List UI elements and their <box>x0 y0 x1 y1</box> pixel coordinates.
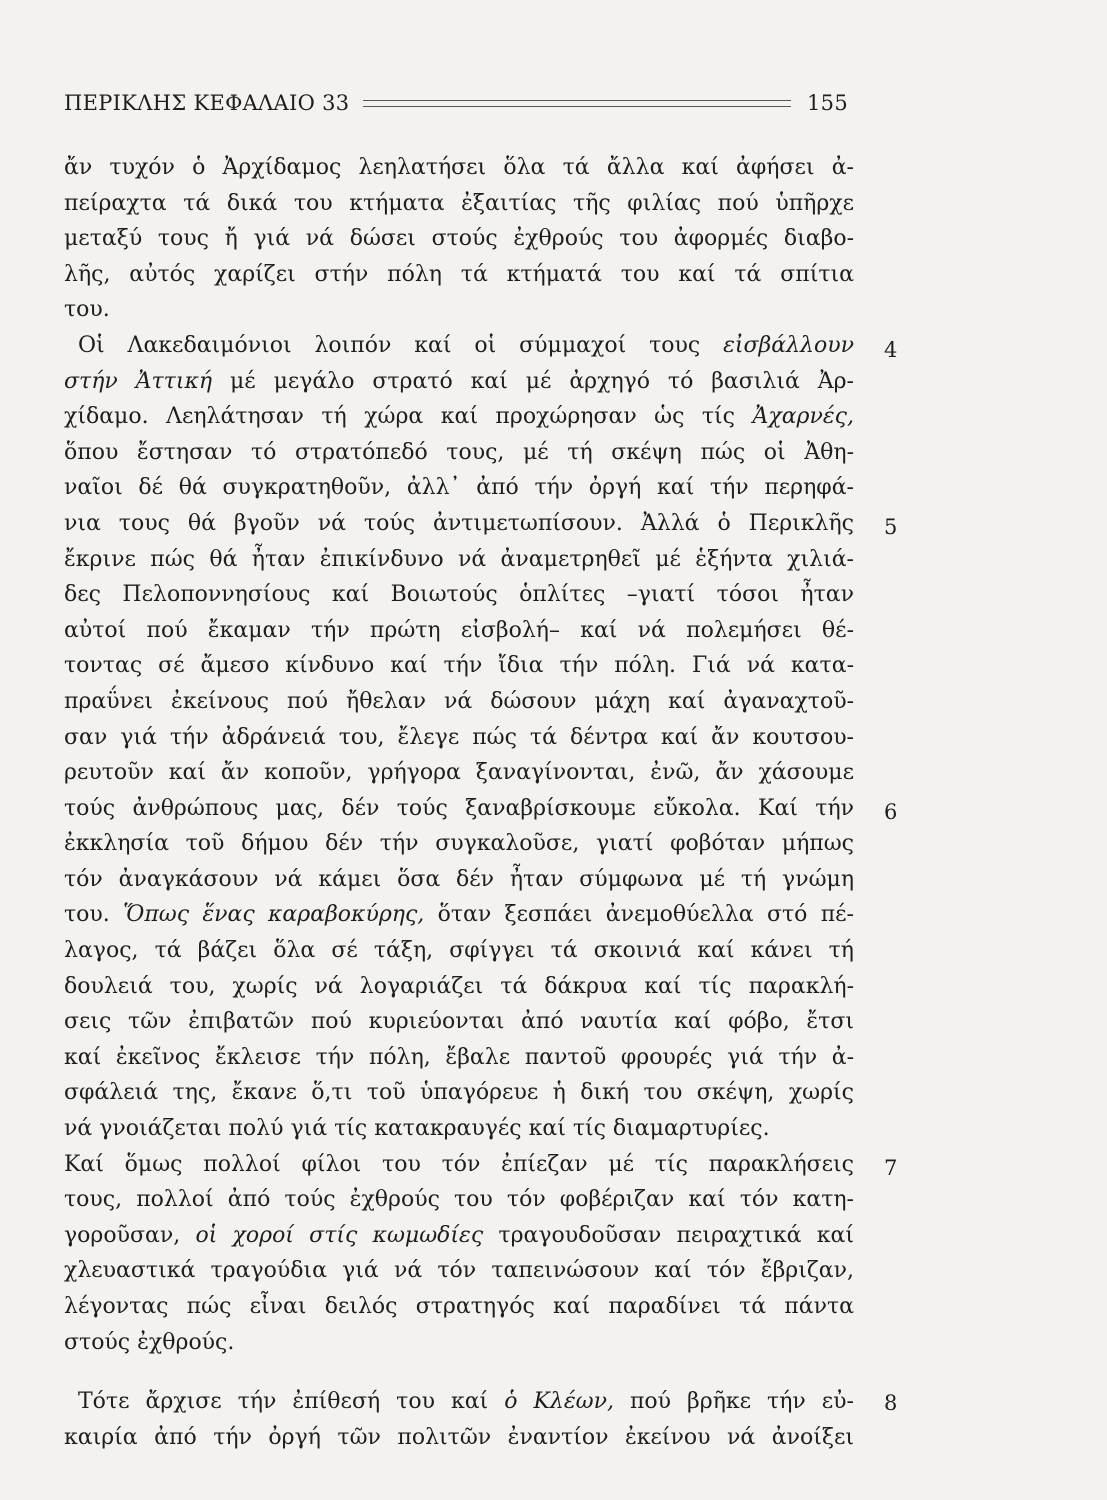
text-line: ὅπου ἔστησαν τό στρατόπεδό τους, μέ τή σκέψη πώς οἱ Ἀθη- <box>64 439 854 465</box>
text-line: ναῖοι δέ θά συγκρατηθοῦν, ἀλλ᾿ ἀπό τήν ὀργή καί τήν περηφά- <box>64 475 854 501</box>
text-line: τόν ἀναγκάσουν νά κάμει ὅσα δέν ἦταν σύμφωνα μέ τή γνώμη <box>64 866 854 892</box>
text-line: λέγοντας πώς εἶναι δειλός στρατηγός καί παραδίνει τά πάντα <box>64 1294 854 1319</box>
text-line: χίδαμο. Λεηλάτησαν τή χώρα καί προχώρησαν ὡς τίς Ἀχαρνές, <box>64 404 854 430</box>
text-line: Οἱ Λακεδαιμόνιοι λοιπόν καί οἱ σύμμαχοί τους εἰσβάλλουν <box>78 332 854 358</box>
running-header <box>64 88 848 118</box>
section-number: 8 <box>884 1391 898 1415</box>
text-line: σφάλειά της, ἔκανε ὅ,τι τοῦ ὑπαγόρευε ἡ δική του σκέψη, χωρίς <box>64 1080 854 1106</box>
text-line: χλευαστικά τραγούδια γιά νά τόν ταπεινώσουν καί τόν ἔβριζαν, <box>64 1258 854 1284</box>
text-line: του. <box>64 297 110 323</box>
text-line: λῆς, αὐτός χαρίζει στήν πόλη τά κτήματά του καί τά σπίτια <box>64 261 854 287</box>
section-number: 6 <box>884 800 898 824</box>
text-line: του. Ὅπως ἕνας καραβοκύρης, ὅταν ξεσπάει ἀνεμοθύελλα στό πέ- <box>64 902 854 928</box>
text-line: λαγος, τά βάζει ὅλα σέ τάξη, σφίγγει τά σκοινιά καί κάνει τή <box>64 938 854 964</box>
text-line: τους, πολλοί ἀπό τούς ἐχθρούς του τόν φοβέριζαν καί τόν κατη- <box>64 1187 854 1213</box>
text-line: σεις τῶν ἐπιβατῶν πού κυριεύονται ἀπό ναυτία καί φόβο, ἔτσι <box>64 1009 854 1035</box>
running-title: ΠΕΡΙΚΛΗΣ ΚΕΦΑΛΑΙΟ 33 <box>64 91 350 115</box>
text-line: μεταξύ τους ἤ γιά νά δώσει στούς ἐχθρούς του ἀφορμές διαβο- <box>64 226 854 252</box>
text-line: τούς ἀνθρώπους μας, δέν τούς ξαναβρίσκουμε εὔκολα. Καί τήν <box>64 795 854 821</box>
text-line: νά γνοιάζεται πολύ γιά τίς κατακραυγές καί τίς διαμαρτυρίες. <box>64 1116 770 1142</box>
text-line: τοντας σέ ἄμεσο κίνδυνο καί τήν ἴδια τήν πόλη. Γιά νά κατα- <box>64 653 854 679</box>
text-line: Τότε ἄρχισε τήν ἐπίθεσή του καί ὁ Κλέων, πού βρῆκε τήν εὐ- <box>78 1389 854 1415</box>
text-line: καιρία ἀπό τήν ὀργή τῶν πολιτῶν ἐναντίον ἐκείνου νά ἀνοίξει <box>64 1424 854 1450</box>
text-line: αὐτοί πού ἔκαμαν τήν πρώτη εἰσβολή– καί νά πολεμήσει θέ- <box>64 617 854 643</box>
text-line: νια τους θά βγοῦν νά τούς ἀντιμετωπίσουν. Ἀλλά ὁ Περικλῆς <box>64 510 854 536</box>
text-line: ἐκκλησία τοῦ δήμου δέν τήν συγκαλοῦσε, γιατί φοβόταν μήπως <box>64 831 854 857</box>
page-number: 155 <box>807 91 848 115</box>
text-line: στήν Ἀττική μέ μεγάλο στρατό καί μέ ἀρχηγό τό βασιλιά Ἀρ- <box>64 368 854 394</box>
text-line: στούς ἐχθρούς. <box>64 1329 235 1355</box>
text-line: δουλειά του, χωρίς νά λογαριάζει τά δάκρυα καί τίς παρακλή- <box>64 973 854 999</box>
section-number: 5 <box>884 515 898 539</box>
text-line: ἄν τυχόν ὁ Ἀρχίδαμος λεηλατήσει ὅλα τά ἄλλα καί ἀφήσει ἀ- <box>64 155 854 180</box>
text-line: Καί ὅμως πολλοί φίλοι του τόν ἐπίεζαν μέ τίς παρακλήσεις <box>64 1151 854 1177</box>
main-text <box>64 150 854 1455</box>
text-line: πραΰνει ἐκείνους πού ἤθελαν νά δώσουν μάχη καί ἀγαναχτοῦ- <box>64 688 854 714</box>
text-line: πείραχτα τά δικά του κτήματα ἐξαιτίας τῆς φιλίας πού ὑπῆρχε <box>64 190 854 216</box>
text-line: καί ἐκεῖνος ἔκλεισε τήν πόλη, ἔβαλε παντοῦ φρουρές γιά τήν ἀ- <box>64 1044 854 1070</box>
section-number: 4 <box>884 338 898 362</box>
section-number: 7 <box>884 1156 898 1180</box>
text-line: δες Πελοποννησίους καί Βοιωτούς ὁπλίτες –γιατί τόσοι ἦταν <box>64 582 854 608</box>
text-line: γοροῦσαν, οἱ χοροί στίς κωμωδίες τραγουδοῦσαν πειραχτικά καί <box>64 1222 854 1248</box>
text-line: ἔκρινε πώς θά ἦταν ἐπικίνδυνο νά ἀναμετρηθεῖ μέ ἑξήντα χιλιά- <box>64 546 854 572</box>
text-line: ρευτοῦν καί ἄν κοποῦν, γρήγορα ξαναγίνονται, ἐνῶ, ἄν χάσουμε <box>64 760 854 786</box>
text-line: σαν γιά τήν ἀδράνειά του, ἔλεγε πώς τά δέντρα καί ἄν κουτσου- <box>64 724 854 750</box>
header-rule <box>363 100 791 107</box>
